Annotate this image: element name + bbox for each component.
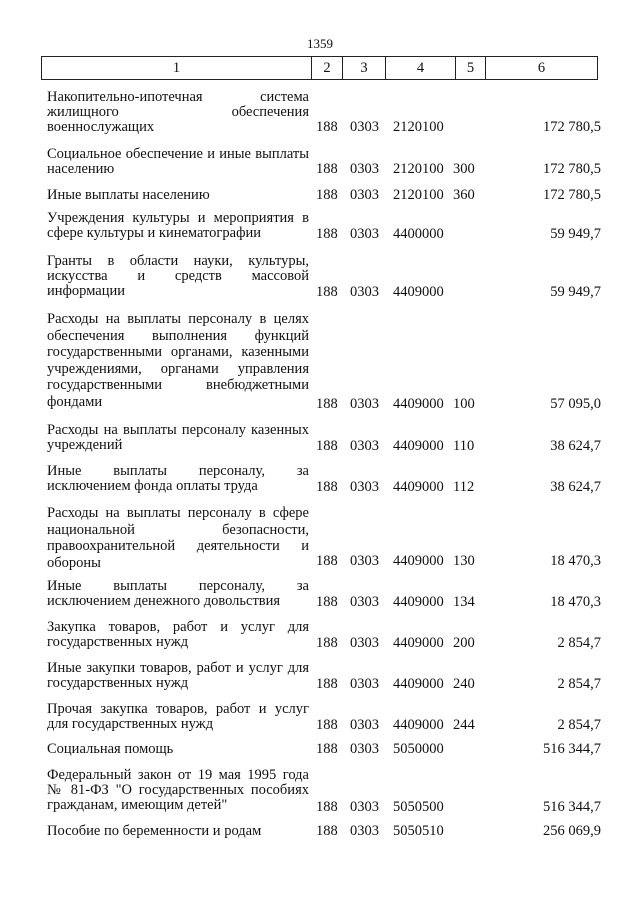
cell-target: 4409000 (393, 479, 444, 495)
cell-section: 0303 (350, 187, 379, 203)
cell-target: 4409000 (393, 438, 444, 454)
cell-section: 0303 (350, 799, 379, 815)
cell-target: 4400000 (393, 226, 444, 242)
table-row (41, 702, 601, 733)
cell-amount: 38 624,7 (550, 438, 601, 454)
cell-section: 0303 (350, 717, 379, 733)
column-header-6: 6 (486, 57, 598, 80)
cell-section: 0303 (350, 479, 379, 495)
cell-code: 188 (316, 823, 338, 839)
cell-section: 0303 (350, 676, 379, 692)
column-header-2: 2 (312, 57, 343, 80)
cell-target: 4409000 (393, 717, 444, 733)
row-name: Иные выплаты персоналу, за исключением фонда оплаты труда (47, 463, 309, 494)
page-number: 1359 (307, 36, 333, 51)
cell-amount: 172 780,5 (543, 161, 601, 177)
cell-type: 134 (453, 594, 475, 610)
cell-section: 0303 (350, 161, 379, 177)
table-row (41, 254, 601, 300)
cell-section: 0303 (350, 635, 379, 651)
cell-target: 4409000 (393, 594, 444, 610)
table-row (41, 505, 601, 569)
row-name: Закупка товаров, работ и услуг для государственных нужд (47, 619, 309, 650)
table-row (41, 147, 601, 177)
column-header-1: 1 (42, 57, 312, 80)
cell-section: 0303 (350, 553, 379, 569)
cell-amount: 2 854,7 (557, 717, 601, 733)
cell-amount: 516 344,7 (543, 799, 601, 815)
cell-amount: 38 624,7 (550, 479, 601, 495)
row-name: Расходы на выплаты персоналу в сфере национальной безопасности, правоохранительной деятельности и обороны (47, 505, 309, 571)
cell-amount: 18 470,3 (550, 594, 601, 610)
cell-code: 188 (316, 553, 338, 569)
cell-code: 188 (316, 741, 338, 757)
cell-section: 0303 (350, 741, 379, 757)
cell-amount: 59 949,7 (550, 226, 601, 242)
cell-target: 2120100 (393, 119, 444, 135)
cell-code: 188 (316, 676, 338, 692)
cell-code: 188 (316, 226, 338, 242)
cell-code: 188 (316, 594, 338, 610)
table-row (41, 464, 601, 495)
row-name: Иные выплаты населению (47, 187, 210, 203)
table-row (41, 742, 601, 757)
cell-amount: 516 344,7 (543, 741, 601, 757)
cell-code: 188 (316, 799, 338, 815)
cell-target: 4409000 (393, 676, 444, 692)
row-name: Пособие по беременности и родам (47, 823, 262, 839)
cell-target: 2120100 (393, 187, 444, 203)
cell-type: 244 (453, 717, 475, 733)
cell-target: 5050500 (393, 799, 444, 815)
cell-amount: 59 949,7 (550, 284, 601, 300)
cell-type: 110 (453, 438, 475, 454)
cell-amount: 57 095,0 (550, 396, 601, 412)
row-name: Расходы на выплаты персоналу казенных учреждений (47, 422, 309, 453)
row-name: Учреждения культуры и мероприятия в сфере культуры и кинематографии (47, 210, 309, 241)
cell-target: 5050510 (393, 823, 444, 839)
row-name: Иные выплаты персоналу, за исключением денежного довольствия (47, 578, 309, 609)
cell-code: 188 (316, 284, 338, 300)
table-row (41, 768, 601, 815)
cell-code: 188 (316, 119, 338, 135)
cell-target: 4409000 (393, 284, 444, 300)
row-name: Социальная помощь (47, 741, 174, 757)
cell-amount: 172 780,5 (543, 119, 601, 135)
table-row (41, 824, 601, 839)
cell-section: 0303 (350, 823, 379, 839)
table-row (41, 311, 601, 412)
cell-code: 188 (316, 187, 338, 203)
cell-target: 4409000 (393, 396, 444, 412)
table-row (41, 661, 601, 692)
cell-target: 5050000 (393, 741, 444, 757)
cell-type: 300 (453, 161, 475, 177)
cell-type: 112 (453, 479, 475, 495)
table-row (41, 211, 601, 242)
cell-type: 130 (453, 553, 475, 569)
row-name: Иные закупки товаров, работ и услуг для государственных нужд (47, 660, 309, 691)
cell-code: 188 (316, 635, 338, 651)
table-row (41, 90, 601, 135)
row-name: Прочая закупка товаров, работ и услуг для государственных нужд (47, 701, 309, 732)
row-name: Расходы на выплаты персоналу в целях обеспечения выполнения функций государственными органами, казенными учреждениями, органами управления государственными внебюджетными фондами (47, 311, 309, 410)
table-row (41, 188, 601, 203)
cell-type: 200 (453, 635, 475, 651)
table-row (41, 579, 601, 610)
column-header-5: 5 (456, 57, 486, 80)
cell-section: 0303 (350, 438, 379, 454)
cell-amount: 2 854,7 (557, 635, 601, 651)
cell-type: 100 (453, 396, 475, 412)
row-name: Накопительно-ипотечная система жилищного обеспечения военнослужащих (47, 89, 309, 135)
row-name: Федеральный закон от 19 мая 1995 года № 81-ФЗ "О государственных пособиях гражданам, имеющим детей" (47, 767, 309, 813)
cell-amount: 2 854,7 (557, 676, 601, 692)
cell-target: 2120100 (393, 161, 444, 177)
column-header-3: 3 (343, 57, 386, 80)
cell-section: 0303 (350, 594, 379, 610)
cell-section: 0303 (350, 226, 379, 242)
cell-section: 0303 (350, 119, 379, 135)
table-header (41, 56, 598, 80)
row-name: Гранты в области науки, культуры, искусства и средств массовой информации (47, 253, 309, 299)
cell-code: 188 (316, 396, 338, 412)
cell-section: 0303 (350, 284, 379, 300)
cell-section: 0303 (350, 396, 379, 412)
cell-code: 188 (316, 438, 338, 454)
table-row (41, 423, 601, 454)
cell-type: 240 (453, 676, 475, 692)
cell-code: 188 (316, 717, 338, 733)
cell-amount: 256 069,9 (543, 823, 601, 839)
cell-type: 360 (453, 187, 475, 203)
cell-code: 188 (316, 161, 338, 177)
table-row (41, 620, 601, 651)
cell-amount: 18 470,3 (550, 553, 601, 569)
row-name: Социальное обеспечение и иные выплаты населению (47, 146, 309, 177)
column-header-4: 4 (386, 57, 456, 80)
cell-code: 188 (316, 479, 338, 495)
cell-target: 4409000 (393, 553, 444, 569)
cell-target: 4409000 (393, 635, 444, 651)
cell-amount: 172 780,5 (543, 187, 601, 203)
